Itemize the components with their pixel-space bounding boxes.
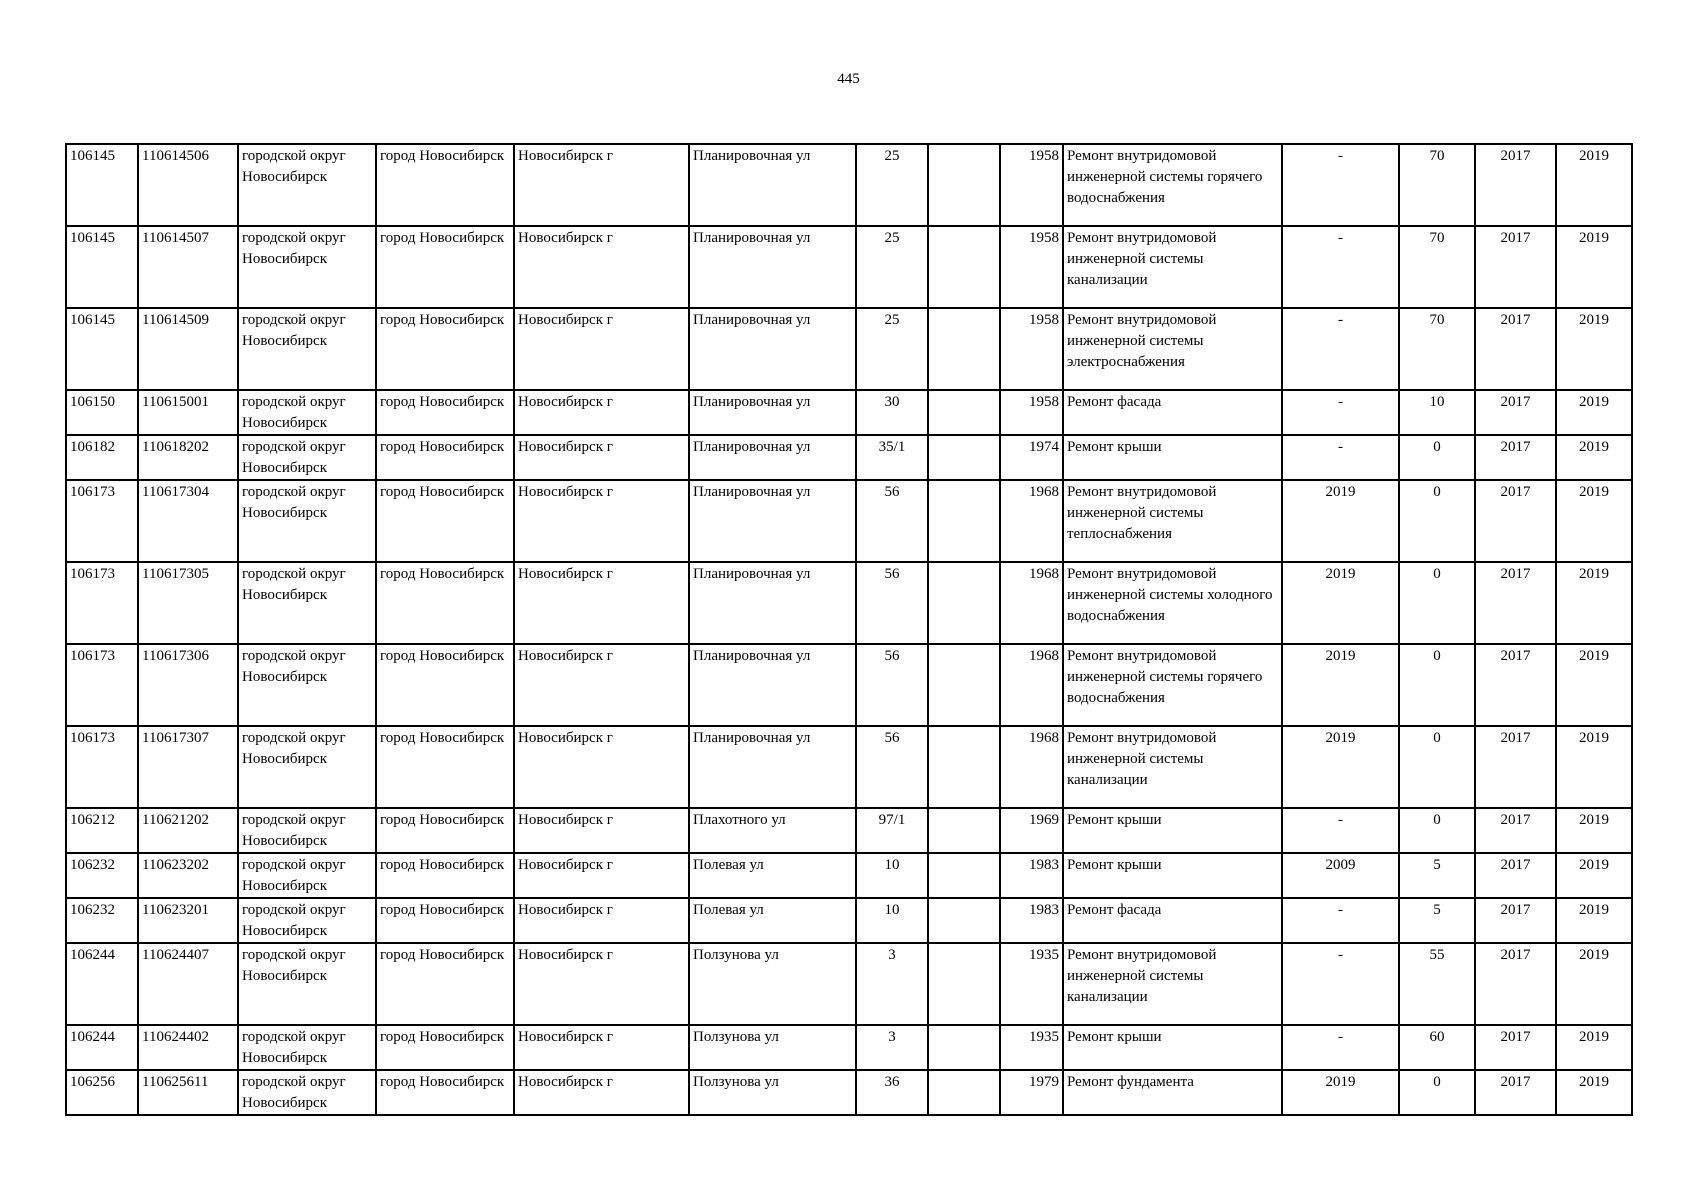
table-row	[66, 1025, 1632, 1070]
cell-work-id: 110624402	[138, 1025, 238, 1070]
cell-work-type: Ремонт внутридомовой инженерной системы электроснабжения	[1063, 308, 1282, 390]
cell-settlement: город Новосибирск	[376, 943, 514, 1025]
cell-period-start: 2017	[1475, 308, 1556, 390]
cell-last-repair-year: -	[1282, 390, 1399, 435]
cell-work-id: 110624407	[138, 943, 238, 1025]
cell-municipal-district: городской округ Новосибирск	[238, 226, 376, 308]
cell-municipal-district: городской округ Новосибирск	[238, 943, 376, 1025]
cell-locality: Новосибирск г	[514, 1025, 689, 1070]
cell-locality: Новосибирск г	[514, 480, 689, 562]
table-row	[66, 562, 1632, 644]
cell-house-number: 56	[856, 480, 928, 562]
cell-settlement: город Новосибирск	[376, 1070, 514, 1115]
cell-period-start: 2017	[1475, 898, 1556, 943]
cell-house-number: 25	[856, 144, 928, 226]
cell-work-id: 110614509	[138, 308, 238, 390]
cell-build-year: 1983	[1000, 853, 1063, 898]
cell-period-end: 2019	[1556, 644, 1632, 726]
cell-locality: Новосибирск г	[514, 562, 689, 644]
cell-house-number: 25	[856, 308, 928, 390]
cell-period-start: 2017	[1475, 144, 1556, 226]
cell-last-repair-year: 2019	[1282, 562, 1399, 644]
cell-period-end: 2019	[1556, 226, 1632, 308]
cell-street: Планировочная ул	[689, 562, 856, 644]
cell-wear-percent: 0	[1399, 435, 1475, 480]
cell-object-id: 106173	[66, 562, 138, 644]
cell-building	[928, 808, 1000, 853]
cell-street: Плахотного ул	[689, 808, 856, 853]
cell-period-start: 2017	[1475, 435, 1556, 480]
cell-work-type: Ремонт внутридомовой инженерной системы канализации	[1063, 226, 1282, 308]
cell-work-id: 110615001	[138, 390, 238, 435]
cell-locality: Новосибирск г	[514, 898, 689, 943]
cell-wear-percent: 60	[1399, 1025, 1475, 1070]
cell-object-id: 106150	[66, 390, 138, 435]
cell-build-year: 1958	[1000, 390, 1063, 435]
cell-work-type: Ремонт фундамента	[1063, 1070, 1282, 1115]
cell-building	[928, 562, 1000, 644]
cell-last-repair-year: -	[1282, 226, 1399, 308]
cell-last-repair-year: -	[1282, 898, 1399, 943]
cell-building	[928, 726, 1000, 808]
repair-schedule-table	[65, 143, 1633, 1116]
cell-municipal-district: городской округ Новосибирск	[238, 726, 376, 808]
cell-last-repair-year: -	[1282, 1025, 1399, 1070]
cell-municipal-district: городской округ Новосибирск	[238, 808, 376, 853]
cell-build-year: 1968	[1000, 644, 1063, 726]
table-row	[66, 808, 1632, 853]
cell-building	[928, 144, 1000, 226]
cell-wear-percent: 0	[1399, 726, 1475, 808]
cell-building	[928, 435, 1000, 480]
cell-period-start: 2017	[1475, 480, 1556, 562]
cell-house-number: 56	[856, 644, 928, 726]
cell-wear-percent: 0	[1399, 808, 1475, 853]
cell-house-number: 25	[856, 226, 928, 308]
cell-wear-percent: 70	[1399, 144, 1475, 226]
cell-building	[928, 898, 1000, 943]
cell-locality: Новосибирск г	[514, 226, 689, 308]
table-row	[66, 390, 1632, 435]
cell-street: Полевая ул	[689, 898, 856, 943]
cell-work-type: Ремонт крыши	[1063, 435, 1282, 480]
cell-wear-percent: 5	[1399, 898, 1475, 943]
cell-street: Планировочная ул	[689, 226, 856, 308]
cell-period-start: 2017	[1475, 808, 1556, 853]
cell-settlement: город Новосибирск	[376, 390, 514, 435]
cell-street: Полевая ул	[689, 853, 856, 898]
cell-settlement: город Новосибирск	[376, 144, 514, 226]
cell-building	[928, 853, 1000, 898]
cell-build-year: 1979	[1000, 1070, 1063, 1115]
cell-street: Ползунова ул	[689, 943, 856, 1025]
cell-street: Ползунова ул	[689, 1025, 856, 1070]
cell-house-number: 56	[856, 726, 928, 808]
cell-build-year: 1968	[1000, 726, 1063, 808]
table-row	[66, 644, 1632, 726]
table-row	[66, 898, 1632, 943]
cell-work-type: Ремонт крыши	[1063, 808, 1282, 853]
cell-work-id: 110614507	[138, 226, 238, 308]
cell-last-repair-year: 2019	[1282, 480, 1399, 562]
cell-period-end: 2019	[1556, 726, 1632, 808]
cell-building	[928, 943, 1000, 1025]
cell-work-type: Ремонт внутридомовой инженерной системы холодного водоснабжения	[1063, 562, 1282, 644]
cell-period-end: 2019	[1556, 943, 1632, 1025]
cell-house-number: 35/1	[856, 435, 928, 480]
cell-street: Планировочная ул	[689, 726, 856, 808]
cell-period-end: 2019	[1556, 898, 1632, 943]
cell-last-repair-year: 2019	[1282, 1070, 1399, 1115]
cell-object-id: 106145	[66, 226, 138, 308]
cell-last-repair-year: -	[1282, 144, 1399, 226]
cell-house-number: 10	[856, 853, 928, 898]
cell-locality: Новосибирск г	[514, 308, 689, 390]
cell-last-repair-year: -	[1282, 943, 1399, 1025]
cell-settlement: город Новосибирск	[376, 853, 514, 898]
cell-object-id: 106244	[66, 1025, 138, 1070]
cell-locality: Новосибирск г	[514, 726, 689, 808]
cell-object-id: 106256	[66, 1070, 138, 1115]
cell-build-year: 1969	[1000, 808, 1063, 853]
cell-work-type: Ремонт внутридомовой инженерной системы канализации	[1063, 943, 1282, 1025]
cell-municipal-district: городской округ Новосибирск	[238, 435, 376, 480]
cell-object-id: 106145	[66, 308, 138, 390]
cell-locality: Новосибирск г	[514, 1070, 689, 1115]
cell-period-start: 2017	[1475, 1070, 1556, 1115]
cell-object-id: 106173	[66, 726, 138, 808]
cell-object-id: 106173	[66, 644, 138, 726]
cell-settlement: город Новосибирск	[376, 308, 514, 390]
cell-wear-percent: 0	[1399, 480, 1475, 562]
cell-settlement: город Новосибирск	[376, 898, 514, 943]
cell-work-type: Ремонт внутридомовой инженерной системы теплоснабжения	[1063, 480, 1282, 562]
cell-work-type: Ремонт внутридомовой инженерной системы горячего водоснабжения	[1063, 644, 1282, 726]
cell-municipal-district: городской округ Новосибирск	[238, 1025, 376, 1070]
cell-locality: Новосибирск г	[514, 390, 689, 435]
cell-house-number: 36	[856, 1070, 928, 1115]
cell-building	[928, 480, 1000, 562]
cell-period-end: 2019	[1556, 390, 1632, 435]
cell-street: Планировочная ул	[689, 390, 856, 435]
cell-period-end: 2019	[1556, 1025, 1632, 1070]
cell-building	[928, 644, 1000, 726]
cell-settlement: город Новосибирск	[376, 1025, 514, 1070]
cell-period-end: 2019	[1556, 308, 1632, 390]
cell-object-id: 106182	[66, 435, 138, 480]
cell-settlement: город Новосибирск	[376, 644, 514, 726]
cell-period-end: 2019	[1556, 853, 1632, 898]
cell-last-repair-year: 2019	[1282, 644, 1399, 726]
cell-locality: Новосибирск г	[514, 943, 689, 1025]
cell-build-year: 1958	[1000, 144, 1063, 226]
table-row	[66, 226, 1632, 308]
cell-period-start: 2017	[1475, 1025, 1556, 1070]
cell-build-year: 1958	[1000, 308, 1063, 390]
table-row	[66, 1070, 1632, 1115]
cell-last-repair-year: 2009	[1282, 853, 1399, 898]
cell-period-start: 2017	[1475, 853, 1556, 898]
cell-house-number: 56	[856, 562, 928, 644]
cell-work-type: Ремонт крыши	[1063, 853, 1282, 898]
table-row	[66, 435, 1632, 480]
cell-period-start: 2017	[1475, 226, 1556, 308]
cell-building	[928, 226, 1000, 308]
cell-build-year: 1958	[1000, 226, 1063, 308]
cell-municipal-district: городской округ Новосибирск	[238, 562, 376, 644]
cell-work-id: 110617306	[138, 644, 238, 726]
cell-period-start: 2017	[1475, 562, 1556, 644]
cell-wear-percent: 0	[1399, 562, 1475, 644]
cell-work-id: 110617305	[138, 562, 238, 644]
cell-work-type: Ремонт внутридомовой инженерной системы горячего водоснабжения	[1063, 144, 1282, 226]
cell-build-year: 1974	[1000, 435, 1063, 480]
table-row	[66, 480, 1632, 562]
cell-building	[928, 308, 1000, 390]
cell-last-repair-year: -	[1282, 308, 1399, 390]
cell-locality: Новосибирск г	[514, 435, 689, 480]
cell-street: Планировочная ул	[689, 308, 856, 390]
cell-municipal-district: городской округ Новосибирск	[238, 1070, 376, 1115]
cell-work-id: 110625611	[138, 1070, 238, 1115]
cell-wear-percent: 5	[1399, 853, 1475, 898]
table-body	[66, 144, 1632, 1115]
cell-municipal-district: городской округ Новосибирск	[238, 308, 376, 390]
cell-work-id: 110623202	[138, 853, 238, 898]
cell-house-number: 97/1	[856, 808, 928, 853]
cell-work-id: 110623201	[138, 898, 238, 943]
cell-work-id: 110614506	[138, 144, 238, 226]
cell-object-id: 106173	[66, 480, 138, 562]
cell-house-number: 30	[856, 390, 928, 435]
cell-settlement: город Новосибирск	[376, 808, 514, 853]
cell-settlement: город Новосибирск	[376, 726, 514, 808]
table-row	[66, 308, 1632, 390]
cell-wear-percent: 0	[1399, 1070, 1475, 1115]
cell-period-start: 2017	[1475, 644, 1556, 726]
cell-object-id: 106145	[66, 144, 138, 226]
cell-work-type: Ремонт крыши	[1063, 1025, 1282, 1070]
cell-wear-percent: 70	[1399, 308, 1475, 390]
cell-street: Планировочная ул	[689, 435, 856, 480]
page-number: 445	[837, 71, 860, 87]
cell-work-id: 110618202	[138, 435, 238, 480]
cell-street: Планировочная ул	[689, 480, 856, 562]
cell-house-number: 3	[856, 1025, 928, 1070]
cell-work-type: Ремонт фасада	[1063, 390, 1282, 435]
cell-locality: Новосибирск г	[514, 144, 689, 226]
cell-last-repair-year: -	[1282, 808, 1399, 853]
cell-build-year: 1935	[1000, 1025, 1063, 1070]
cell-build-year: 1968	[1000, 562, 1063, 644]
cell-street: Ползунова ул	[689, 1070, 856, 1115]
cell-period-start: 2017	[1475, 943, 1556, 1025]
cell-building	[928, 1070, 1000, 1115]
cell-work-type: Ремонт внутридомовой инженерной системы канализации	[1063, 726, 1282, 808]
cell-wear-percent: 0	[1399, 644, 1475, 726]
cell-building	[928, 1025, 1000, 1070]
cell-period-end: 2019	[1556, 144, 1632, 226]
cell-locality: Новосибирск г	[514, 853, 689, 898]
cell-period-end: 2019	[1556, 1070, 1632, 1115]
cell-settlement: город Новосибирск	[376, 562, 514, 644]
table-row	[66, 943, 1632, 1025]
cell-street: Планировочная ул	[689, 144, 856, 226]
cell-municipal-district: городской округ Новосибирск	[238, 853, 376, 898]
cell-locality: Новосибирск г	[514, 644, 689, 726]
cell-last-repair-year: 2019	[1282, 726, 1399, 808]
cell-house-number: 3	[856, 943, 928, 1025]
cell-municipal-district: городской округ Новосибирск	[238, 480, 376, 562]
cell-build-year: 1983	[1000, 898, 1063, 943]
cell-work-type: Ремонт фасада	[1063, 898, 1282, 943]
cell-street: Планировочная ул	[689, 644, 856, 726]
table-row	[66, 144, 1632, 226]
cell-settlement: город Новосибирск	[376, 480, 514, 562]
cell-house-number: 10	[856, 898, 928, 943]
cell-work-id: 110617304	[138, 480, 238, 562]
cell-object-id: 106244	[66, 943, 138, 1025]
cell-period-end: 2019	[1556, 562, 1632, 644]
cell-build-year: 1935	[1000, 943, 1063, 1025]
cell-last-repair-year: -	[1282, 435, 1399, 480]
cell-period-end: 2019	[1556, 435, 1632, 480]
cell-municipal-district: городской округ Новосибирск	[238, 644, 376, 726]
cell-municipal-district: городской округ Новосибирск	[238, 898, 376, 943]
cell-object-id: 106232	[66, 853, 138, 898]
cell-locality: Новосибирск г	[514, 808, 689, 853]
cell-object-id: 106232	[66, 898, 138, 943]
cell-object-id: 106212	[66, 808, 138, 853]
cell-build-year: 1968	[1000, 480, 1063, 562]
cell-settlement: город Новосибирск	[376, 226, 514, 308]
cell-period-end: 2019	[1556, 808, 1632, 853]
cell-wear-percent: 70	[1399, 226, 1475, 308]
cell-municipal-district: городской округ Новосибирск	[238, 390, 376, 435]
cell-municipal-district: городской округ Новосибирск	[238, 144, 376, 226]
cell-period-start: 2017	[1475, 390, 1556, 435]
cell-wear-percent: 10	[1399, 390, 1475, 435]
table-row	[66, 853, 1632, 898]
cell-period-start: 2017	[1475, 726, 1556, 808]
cell-period-end: 2019	[1556, 480, 1632, 562]
cell-settlement: город Новосибирск	[376, 435, 514, 480]
cell-work-id: 110617307	[138, 726, 238, 808]
cell-wear-percent: 55	[1399, 943, 1475, 1025]
cell-building	[928, 390, 1000, 435]
table-row	[66, 726, 1632, 808]
cell-work-id: 110621202	[138, 808, 238, 853]
